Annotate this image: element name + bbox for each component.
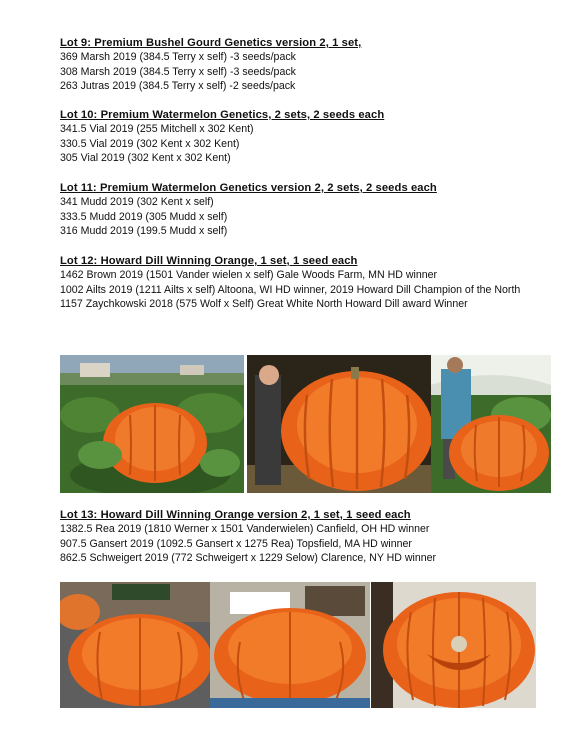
lot-10-section <box>60 108 550 166</box>
lot-9-line-2: 308 Marsh 2019 (384.5 Terry x self) -3 seeds/pack <box>60 65 296 78</box>
lot-13-heading: Lot 13: Howard Dill Winning Orange version 2, 1 set, 1 seed each <box>60 509 411 521</box>
lot-13-line-1: 1382.5 Rea 2019 (1810 Werner x 1501 Vanderwielen) Canfield, OH HD winner <box>60 523 430 535</box>
lot-12-section <box>60 254 550 312</box>
pumpkin-photo-carved-face <box>371 582 536 708</box>
pumpkin-photo-show-left <box>60 582 210 708</box>
lot-11-section <box>60 181 550 239</box>
lot-11-line-3: 316 Mudd 2019 (199.5 Mudd x self) <box>60 225 228 238</box>
lot-10-line-3: 305 Vial 2019 (302 Kent x 302 Kent) <box>60 152 231 165</box>
lot-10-line-2: 330.5 Vial 2019 (302 Kent x 302 Kent) <box>60 137 240 150</box>
lot-9-heading: Lot 9: Premium Bushel Gourd Genetics version 2, 1 set, <box>60 37 362 49</box>
lot-13-line-3: 862.5 Schweigert 2019 (772 Schweigert x 1229 Selow) Clarence, NY HD winner <box>60 552 437 565</box>
pumpkin-photo-show-middle <box>210 582 370 708</box>
lot-12-line-3: 1157 Zaychkowski 2018 (575 Wolf x Self) Great White North Howard Dill award Winner <box>60 298 468 311</box>
lot-9-section <box>60 36 550 94</box>
lot-11-heading: Lot 11: Premium Watermelon Genetics version 2, 2 sets, 2 seeds each <box>60 182 437 194</box>
lot-13-section <box>60 508 550 566</box>
lot-10-line-1: 341.5 Vial 2019 (255 Mitchell x 302 Kent) <box>60 123 254 135</box>
lot-9-line-1: 369 Marsh 2019 (384.5 Terry x self) -3 seeds/pack <box>60 51 296 63</box>
pumpkin-photo-field <box>60 355 244 493</box>
lot-12-line-2: 1002 Ailts 2019 (1211 Ailts x self) Altoona, WI HD winner, 2019 Howard Dill Champion of the North <box>60 283 521 296</box>
pumpkin-photo-with-grower <box>247 355 431 493</box>
lot-10-heading: Lot 10: Premium Watermelon Genetics, 2 sets, 2 seeds each <box>60 109 385 121</box>
lot-13-line-2: 907.5 Gansert 2019 (1092.5 Gansert x 1275 Rea) Topsfield, MA HD winner <box>60 537 412 550</box>
pumpkin-photo-greenhouse <box>431 355 551 493</box>
lot-9-line-3: 263 Jutras 2019 (384.5 Terry x self) -2 seeds/pack <box>60 80 296 93</box>
lot-11-line-2: 333.5 Mudd 2019 (305 Mudd x self) <box>60 210 228 223</box>
lot-12-heading: Lot 12: Howard Dill Winning Orange, 1 set, 1 seed each <box>60 255 358 267</box>
lot-11-line-1: 341 Mudd 2019 (302 Kent x self) <box>60 196 214 208</box>
lot-12-line-1: 1462 Brown 2019 (1501 Vander wielen x self) Gale Woods Farm, MN HD winner <box>60 269 438 281</box>
